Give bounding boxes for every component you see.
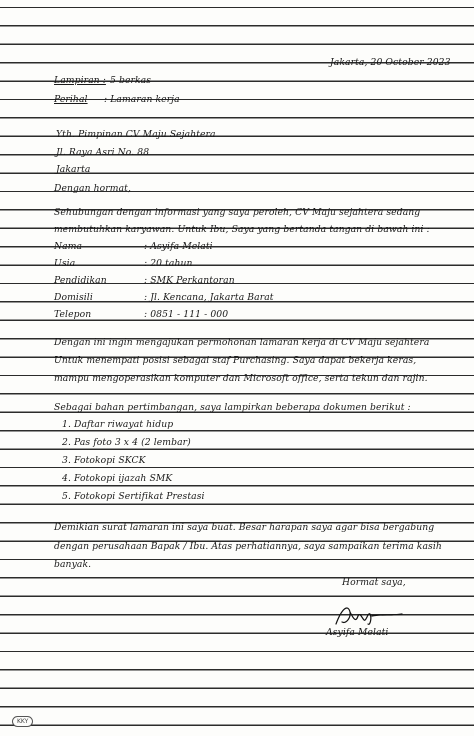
intro-text: membutuhkan karyawan. Untuk Ibu, Saya yang bertanda tangan di bawah ini : <box>54 224 430 235</box>
greeting: Dengan hormat, <box>54 183 131 194</box>
closing-line <box>0 556 474 574</box>
body-line <box>0 334 474 352</box>
intro-line <box>0 204 474 222</box>
attachment-item: 4. Fotokopi ijazah SMK <box>62 473 173 484</box>
field-label: Telepon <box>54 309 92 320</box>
body-text: Dengan ini ingin mengajukan permohonan lamaran kerja di CV Maju sejahtera <box>54 337 430 348</box>
list-item <box>0 452 474 470</box>
closing-text: banyak. <box>54 559 92 570</box>
signer-line <box>0 624 474 642</box>
recipient-line <box>0 161 474 179</box>
lampiran-value: 5 berkas <box>110 75 152 86</box>
list-item <box>0 488 474 506</box>
field-label: Pendidikan <box>54 275 107 286</box>
lampiran-label: Lampiran : <box>54 75 106 86</box>
closing-text: Demikian surat lamaran ini saya buat. Besar harapan saya agar bisa bergabung <box>54 522 435 533</box>
recipient-line <box>0 144 474 162</box>
signer-name: Asyifa Melati <box>326 627 389 638</box>
perihal-line <box>0 91 474 109</box>
body-text: mampu mengoperasikan komputer dan Microsoft office, serta tekun dan rajin. <box>54 373 428 384</box>
letter-date: Jakarta, 20 October 2023 <box>330 57 451 68</box>
lampiran-line <box>0 72 474 90</box>
field-label: Usia <box>54 258 76 269</box>
perihal-label: Perihal <box>54 94 88 105</box>
field-value: : Jl. Kencana, Jakarta Barat <box>144 292 274 303</box>
intro-text: Sehubungan dengan informasi yang saya peroleh, CV Maju sejahtera sedang <box>54 207 421 218</box>
recipient-name: Yth. Pimpinan CV Maju Sejahtera <box>56 129 216 140</box>
list-item <box>0 416 474 434</box>
recipient-city: Jakarta <box>56 164 91 175</box>
field-row <box>0 272 474 290</box>
attachment-item: 2. Pas foto 3 x 4 (2 lembar) <box>62 437 191 448</box>
field-label: Nama <box>54 241 83 252</box>
list-item <box>0 434 474 452</box>
field-value: : 0851 - 111 - 000 <box>144 309 229 320</box>
intro-line <box>0 221 474 239</box>
attachment-item: 1. Daftar riwayat hidup <box>62 419 174 430</box>
list-item <box>0 470 474 488</box>
valediction: Hormat saya, <box>342 577 406 588</box>
date-line <box>0 54 474 72</box>
closing-line <box>0 538 474 556</box>
field-row <box>0 255 474 273</box>
field-label: Domisili <box>54 292 93 303</box>
perihal-value: : Lamaran kerja <box>104 94 180 105</box>
greeting-line <box>0 180 474 198</box>
field-row <box>0 306 474 324</box>
attach-intro: Sebagai bahan pertimbangan, saya lampirkan beberapa dokumen berikut : <box>54 402 411 413</box>
closing-line <box>0 519 474 537</box>
valediction-line <box>0 574 474 592</box>
attach-intro-line <box>0 399 474 417</box>
closing-text: dengan perusahaan Bapak / Ibu. Atas perhatiannya, saya sampaikan terima kasih <box>54 541 442 552</box>
field-row <box>0 238 474 256</box>
body-text: Untuk menempati posisi sebagai staf Purchasing. Saya dapat bekerja keras, <box>54 355 417 366</box>
attachment-item: 3. Fotokopi SKCK <box>62 455 146 466</box>
field-value: : Asyifa Melati <box>144 241 213 252</box>
attachment-item: 5. Fotokopi Sertifikat Prestasi <box>62 491 205 502</box>
field-value: : 20 tahun <box>144 258 193 269</box>
body-line <box>0 352 474 370</box>
field-value: : SMK Perkantoran <box>144 275 235 286</box>
recipient-line <box>0 126 474 144</box>
field-row <box>0 289 474 307</box>
recipient-address: Jl. Raya Asri No. 88 <box>56 147 150 158</box>
watermark-badge: KKY <box>12 716 33 727</box>
body-line <box>0 370 474 388</box>
